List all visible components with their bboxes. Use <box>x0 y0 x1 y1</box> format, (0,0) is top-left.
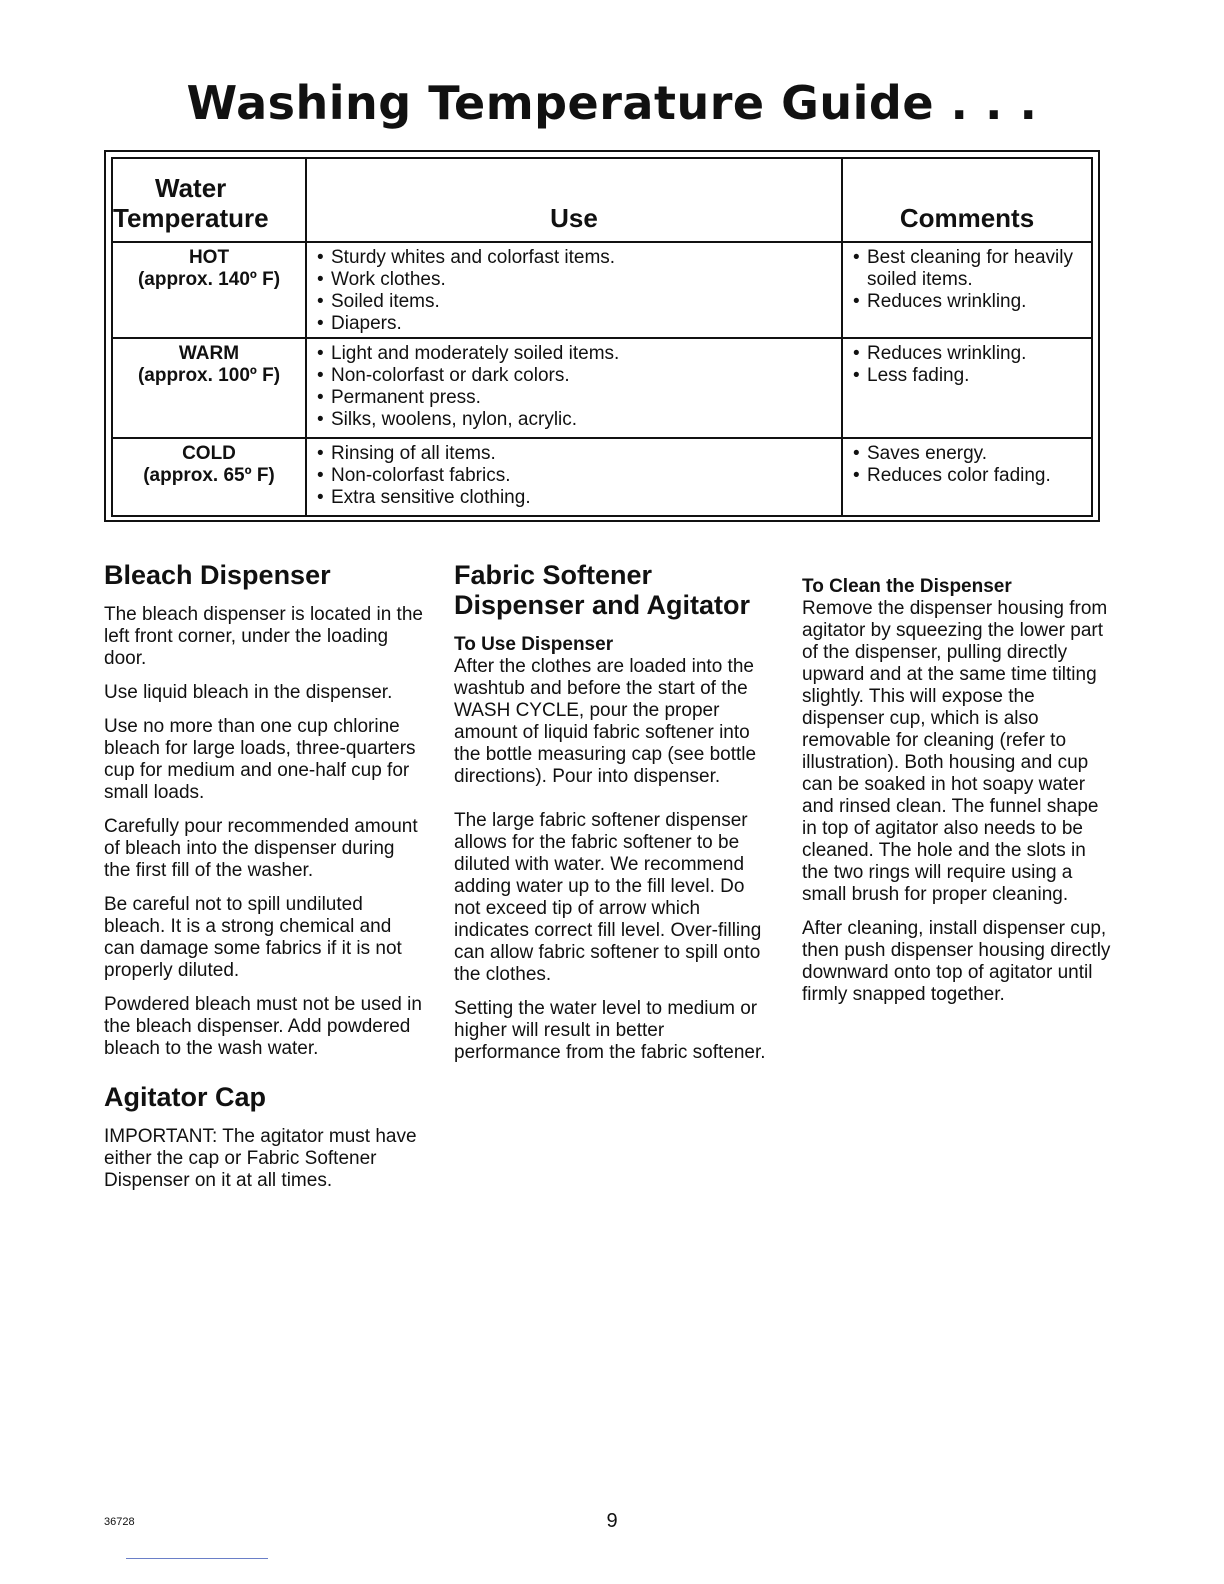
header-comments: Comments <box>842 158 1092 242</box>
temp-name: COLD <box>182 443 236 464</box>
header-temperature-label: Temperature <box>113 203 269 233</box>
table-header-row <box>112 158 1092 242</box>
temp-cell-hot <box>112 242 306 338</box>
table-row-hot <box>112 242 1092 338</box>
bleach-paragraph: Use no more than one cup chlorine bleach for large loads, three-quarters cup for medium and one-half cup for small loads. <box>104 716 416 803</box>
bleach-paragraph: The bleach dispenser is located in the left front corner, under the loading door. <box>104 604 423 669</box>
use-item: • Diapers. <box>317 313 841 335</box>
table-row-cold <box>112 438 1092 516</box>
use-item: • Rinsing of all items. <box>317 443 841 465</box>
temp-cell-warm <box>112 338 306 438</box>
comments-cell-warm <box>842 338 1092 438</box>
fabric-softener-heading: Fabric Softener Dispenser and Agitator <box>454 560 751 620</box>
bleach-paragraph: Be careful not to spill undiluted bleach. It is a strong chemical and can damage some fabrics if it is not properly diluted. <box>104 894 402 981</box>
comment-item: • Reduces wrinkling. <box>853 343 1091 365</box>
comment-item: • Reduces wrinkling. <box>853 291 1091 313</box>
header-water-temperature <box>112 158 306 242</box>
use-item: • Extra sensitive clothing. <box>317 487 841 509</box>
header-water-label: Water <box>155 173 227 203</box>
bleach-paragraph: Carefully pour recommended amount of bleach into the dispenser during the first fill of the washer. <box>104 816 418 881</box>
fabric-softener-paragraph: The large fabric softener dispenser allows for the fabric softener to be diluted with water. We recommend adding water up to the fill level. Do not exceed tip of arrow which indicates correct fill level. Over-filling can allow fabric softener to spill onto the clothes. <box>454 810 762 985</box>
agitator-cap-paragraph: IMPORTANT: The agitator must have either the cap or Fabric Softener Dispenser on it at all times. <box>104 1126 417 1191</box>
document-number: 36728 <box>104 1516 135 1528</box>
temp-approx: (approx. 100º F) <box>137 365 281 386</box>
temp-cell-cold <box>112 438 306 516</box>
bleach-dispenser-heading: Bleach Dispenser <box>104 560 331 590</box>
use-cell-hot <box>306 242 842 338</box>
bleach-paragraph: Use liquid bleach in the dispenser. <box>104 682 393 703</box>
footer-rule <box>126 1558 268 1559</box>
clean-dispenser-paragraph: Remove the dispenser housing from agitator by squeezing the lower part of the dispenser, pulling directly upward and at the same time tilting slightly. This will expose the dispenser cup, which is also removable for cleaning (refer to illustration). Both housing and cup can be soaked in hot soapy water and rinsed clean. The funnel shape in top of agitator also needs to be cleaned. The hole and the slots in the two rings will require using a small brush for proper cleaning. <box>802 598 1108 905</box>
to-use-dispenser-subheading: To Use Dispenser <box>454 634 614 655</box>
use-item: • Non-colorfast or dark colors. <box>317 365 841 387</box>
comment-item: • Reduces color fading. <box>853 465 1091 487</box>
comment-item: • Less fading. <box>853 365 1091 387</box>
use-item: • Non-colorfast fabrics. <box>317 465 841 487</box>
page-number: 9 <box>606 1510 618 1532</box>
use-item: • Sturdy whites and colorfast items. <box>317 247 841 269</box>
fabric-softener-paragraph: After the clothes are loaded into the washtub and before the start of the WASH CYCLE, pour the proper amount of liquid fabric softener into the bottle measuring cap (see bottle directions). Pour into dispenser. <box>454 656 757 787</box>
temp-approx: (approx. 140º F) <box>137 269 281 290</box>
comments-cell-cold <box>842 438 1092 516</box>
clean-dispenser-paragraph: After cleaning, install dispenser cup, then push dispenser housing directly downward onto top of agitator until firmly snapped together. <box>802 918 1111 1005</box>
temperature-table-frame <box>104 150 1100 522</box>
comments-cell-hot <box>842 242 1092 338</box>
left-column <box>104 560 424 1204</box>
table-row-warm <box>112 338 1092 438</box>
temp-name: HOT <box>188 247 230 268</box>
agitator-cap-heading: Agitator Cap <box>104 1082 266 1112</box>
header-use: Use <box>306 158 842 242</box>
to-clean-dispenser-subheading: To Clean the Dispenser <box>802 576 1012 597</box>
right-column <box>802 560 1112 1018</box>
use-item: • Permanent press. <box>317 387 841 409</box>
page-title: Washing Temperature Guide . . . <box>186 76 1038 130</box>
use-item: • Silks, woolens, nylon, acrylic. <box>317 409 841 431</box>
comment-item: • Best cleaning for heavily soiled items. <box>853 247 1091 291</box>
fabric-softener-paragraph: Setting the water level to medium or higher will result in better performance from the fabric softener. <box>454 998 766 1063</box>
middle-column <box>454 560 774 1076</box>
use-item: • Work clothes. <box>317 269 841 291</box>
use-item: • Soiled items. <box>317 291 841 313</box>
bleach-paragraph: Powdered bleach must not be used in the bleach dispenser. Add powdered bleach to the wash water. <box>104 994 422 1059</box>
temp-name: WARM <box>178 343 240 364</box>
comment-item: • Saves energy. <box>853 443 1091 465</box>
use-cell-warm <box>306 338 842 438</box>
use-item: • Light and moderately soiled items. <box>317 343 841 365</box>
temperature-table <box>111 157 1093 517</box>
use-cell-cold <box>306 438 842 516</box>
temp-approx: (approx. 65º F) <box>143 465 275 486</box>
